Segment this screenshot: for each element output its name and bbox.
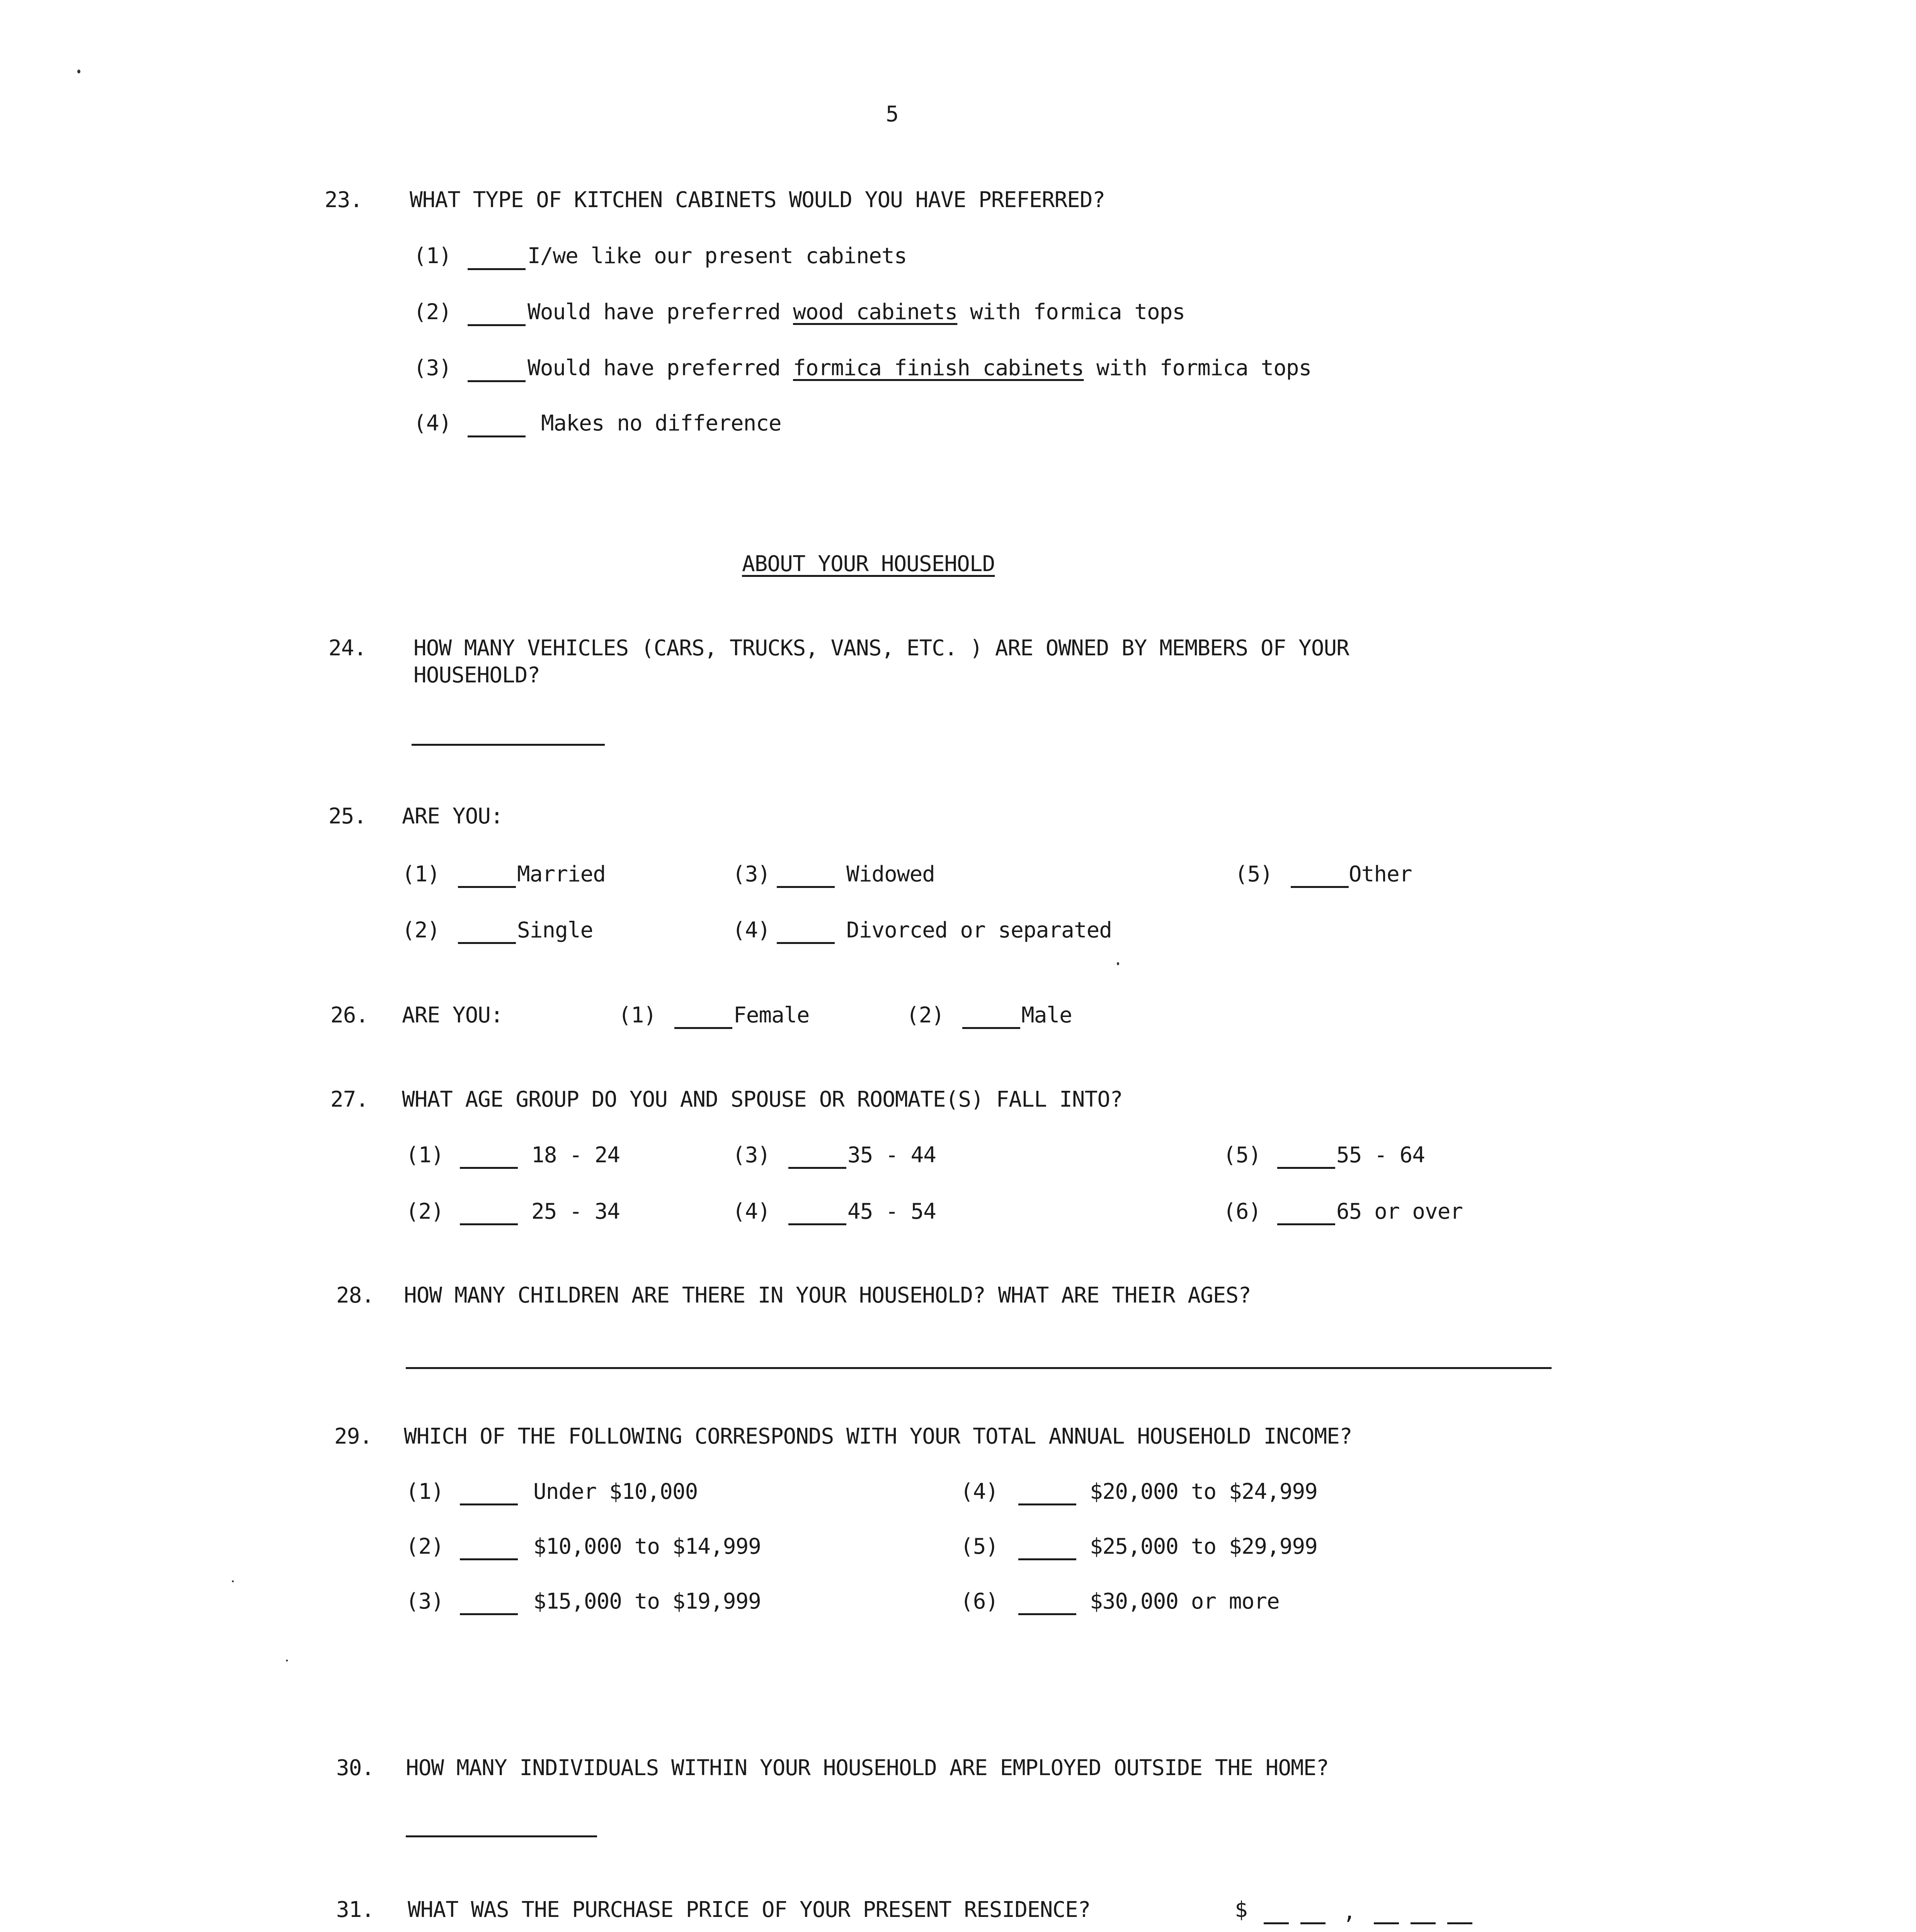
answer-blank[interactable]: [1018, 1558, 1076, 1560]
answer-blank[interactable]: [468, 268, 526, 270]
section-heading: ABOUT YOUR HOUSEHOLD: [742, 551, 995, 577]
option-label-part: Would have preferred: [527, 299, 793, 325]
option-number: (1): [618, 1003, 657, 1028]
option-number: (3): [732, 862, 771, 887]
price-digit-blank[interactable]: [1300, 1922, 1326, 1924]
answer-blank[interactable]: [1277, 1223, 1335, 1225]
option-number: (6): [960, 1589, 999, 1614]
option-number: (2): [413, 299, 452, 325]
option-number: (5): [1223, 1143, 1261, 1168]
option-number: (3): [406, 1589, 444, 1614]
option-label: 25 - 34: [531, 1199, 620, 1224]
option-label: Widowed: [846, 862, 935, 887]
option-number: (2): [402, 918, 440, 943]
question-text: HOW MANY INDIVIDUALS WITHIN YOUR HOUSEHOLD ARE EMPLOYED OUTSIDE THE HOME?: [406, 1755, 1329, 1781]
option-label: Female: [733, 1003, 810, 1028]
answer-blank[interactable]: [962, 1027, 1020, 1029]
question-text: HOUSEHOLD?: [413, 663, 540, 688]
scan-speck: [232, 1580, 234, 1582]
answer-blank[interactable]: [674, 1027, 732, 1029]
option-label: $15,000 to $19,999: [533, 1589, 761, 1614]
answer-blank[interactable]: [458, 942, 516, 944]
option-label: 55 - 64: [1336, 1143, 1425, 1168]
option-label-part: with formica tops: [1084, 355, 1312, 381]
option-label-emphasis: formica finish cabinets: [793, 355, 1084, 381]
answer-blank[interactable]: [458, 886, 516, 888]
answer-blank[interactable]: [1018, 1613, 1076, 1615]
answer-blank[interactable]: [777, 942, 835, 944]
option-number: (2): [906, 1003, 944, 1028]
option-number: (1): [406, 1143, 444, 1168]
scan-speck: [77, 70, 80, 73]
option-number: (3): [732, 1143, 771, 1168]
option-label: Divorced or separated: [846, 918, 1112, 943]
question-number: 23.: [325, 187, 363, 213]
option-label: $10,000 to $14,999: [533, 1534, 761, 1559]
answer-blank[interactable]: [460, 1558, 518, 1560]
option-label: Single: [517, 918, 593, 943]
answer-blank[interactable]: [788, 1223, 846, 1225]
price-digit-blank[interactable]: [1447, 1922, 1472, 1924]
answer-blank[interactable]: [1277, 1167, 1335, 1169]
question-text: WHICH OF THE FOLLOWING CORRESPONDS WITH YOUR TOTAL ANNUAL HOUSEHOLD INCOME?: [404, 1424, 1352, 1449]
option-label: $25,000 to $29,999: [1090, 1534, 1317, 1559]
option-label-part: Would have preferred: [527, 355, 793, 381]
price-digit-blank[interactable]: [1411, 1922, 1436, 1924]
price-digit-blank[interactable]: [1264, 1922, 1289, 1924]
option-number: (4): [732, 1199, 771, 1224]
option-label: I/we like our present cabinets: [527, 243, 907, 269]
option-label-emphasis: wood cabinets: [793, 299, 958, 325]
question-number: 24.: [328, 636, 367, 661]
page-number: 5: [886, 102, 898, 127]
option-label: [527, 301, 1185, 323]
option-label: Other: [1349, 862, 1412, 887]
answer-blank[interactable]: [460, 1503, 518, 1505]
option-label: [527, 357, 1311, 379]
option-label: $30,000 or more: [1090, 1589, 1280, 1614]
option-number: (2): [406, 1534, 444, 1559]
option-number: (1): [406, 1479, 444, 1504]
question-text: WHAT AGE GROUP DO YOU AND SPOUSE OR ROOMATE(S) FALL INTO?: [402, 1087, 1123, 1112]
option-label: Male: [1021, 1003, 1072, 1028]
question-number: 31.: [336, 1897, 374, 1922]
question-number: 28.: [336, 1283, 374, 1308]
answer-blank[interactable]: [777, 886, 835, 888]
answer-blank[interactable]: [460, 1613, 518, 1615]
price-digit-blank[interactable]: [1374, 1922, 1399, 1924]
question-text: HOW MANY CHILDREN ARE THERE IN YOUR HOUSEHOLD? WHAT ARE THEIR AGES?: [404, 1283, 1251, 1308]
question-number: 26.: [330, 1003, 369, 1028]
currency-symbol: $: [1235, 1897, 1247, 1922]
answer-blank[interactable]: [406, 1835, 597, 1837]
option-label: 65 or over: [1336, 1199, 1463, 1224]
option-label: 18 - 24: [531, 1143, 620, 1168]
option-label: 45 - 54: [847, 1199, 936, 1224]
question-number: 25.: [328, 804, 367, 829]
option-label-part: with formica tops: [957, 299, 1185, 325]
option-number: (2): [406, 1199, 444, 1224]
option-number: (1): [413, 243, 452, 269]
question-number: 27.: [330, 1087, 369, 1112]
question-text: WHAT WAS THE PURCHASE PRICE OF YOUR PRESENT RESIDENCE?: [408, 1897, 1091, 1922]
answer-blank[interactable]: [460, 1223, 518, 1225]
option-label: 35 - 44: [847, 1143, 936, 1168]
scan-speck: [1117, 962, 1119, 965]
answer-line[interactable]: [406, 1367, 1552, 1369]
question-text: ARE YOU:: [402, 1003, 503, 1028]
question-text: WHAT TYPE OF KITCHEN CABINETS WOULD YOU HAVE PREFERRED?: [410, 187, 1105, 213]
option-label: Married: [517, 862, 606, 887]
option-number: (5): [1235, 862, 1273, 887]
option-number: (4): [413, 411, 452, 436]
option-number: (4): [960, 1479, 999, 1504]
answer-blank[interactable]: [468, 324, 526, 326]
option-number: (6): [1223, 1199, 1261, 1224]
question-text: ARE YOU:: [402, 804, 503, 829]
option-number: (5): [960, 1534, 999, 1559]
option-label: $20,000 to $24,999: [1090, 1479, 1317, 1504]
option-label: Under $10,000: [533, 1479, 698, 1504]
price-separator: ,: [1343, 1899, 1356, 1924]
scan-speck: [286, 1660, 288, 1662]
question-text: HOW MANY VEHICLES (CARS, TRUCKS, VANS, ETC. ) ARE OWNED BY MEMBERS OF YOUR: [413, 636, 1349, 661]
option-number: (3): [413, 355, 452, 381]
answer-blank[interactable]: [412, 744, 605, 746]
question-number: 30.: [336, 1755, 374, 1781]
answer-blank[interactable]: [788, 1167, 846, 1169]
answer-blank[interactable]: [1291, 886, 1349, 888]
answer-blank[interactable]: [468, 380, 526, 382]
answer-blank[interactable]: [468, 435, 526, 437]
option-number: (1): [402, 862, 440, 887]
option-label: Makes no difference: [541, 411, 781, 436]
answer-blank[interactable]: [460, 1167, 518, 1169]
option-number: (4): [732, 918, 771, 943]
question-number: 29.: [334, 1424, 373, 1449]
answer-blank[interactable]: [1018, 1503, 1076, 1505]
